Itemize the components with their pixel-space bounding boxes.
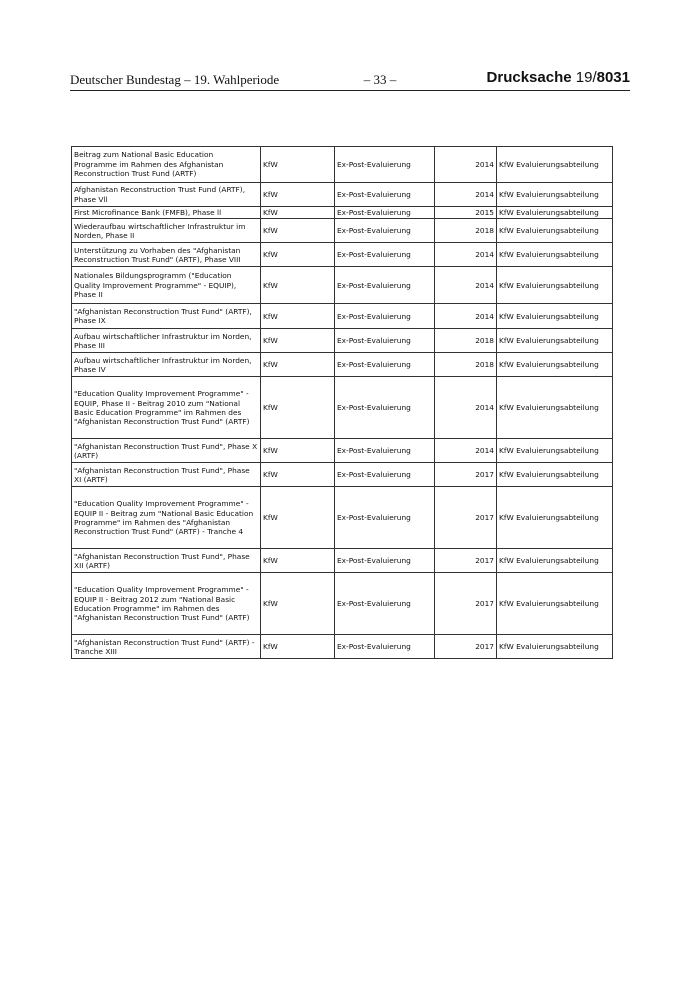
institution-cell: KfW bbox=[261, 183, 335, 207]
evaluator-cell: KfW Evaluierungsabteilung bbox=[497, 243, 613, 267]
table-row bbox=[72, 304, 613, 329]
evaluator-cell: KfW Evaluierungsabteilung bbox=[497, 439, 613, 463]
evaluator-cell: KfW Evaluierungsabteilung bbox=[497, 635, 613, 659]
evaluator-cell: KfW Evaluierungsabteilung bbox=[497, 267, 613, 304]
year-cell: 2017 bbox=[435, 573, 497, 635]
table-row bbox=[72, 353, 613, 377]
year-cell: 2018 bbox=[435, 219, 497, 243]
table-row bbox=[72, 635, 613, 659]
evaluator-cell: KfW Evaluierungsabteilung bbox=[497, 147, 613, 183]
evaluator-cell: KfW Evaluierungsabteilung bbox=[497, 549, 613, 573]
table-row bbox=[72, 147, 613, 183]
evaluation-type-cell: Ex-Post-Evaluierung bbox=[335, 463, 435, 487]
year-cell: 2014 bbox=[435, 147, 497, 183]
institution-cell: KfW bbox=[261, 439, 335, 463]
project-cell: "Afghanistan Reconstruction Trust Fund", Phase XII (ARTF) bbox=[72, 549, 261, 573]
evaluator-cell: KfW Evaluierungsabteilung bbox=[497, 573, 613, 635]
year-cell: 2014 bbox=[435, 183, 497, 207]
evaluator-cell: KfW Evaluierungsabteilung bbox=[497, 487, 613, 549]
institution-cell: KfW bbox=[261, 487, 335, 549]
evaluator-cell: KfW Evaluierungsabteilung bbox=[497, 207, 613, 219]
table-row bbox=[72, 439, 613, 463]
evaluation-type-cell: Ex-Post-Evaluierung bbox=[335, 635, 435, 659]
evaluation-type-cell: Ex-Post-Evaluierung bbox=[335, 267, 435, 304]
evaluation-type-cell: Ex-Post-Evaluierung bbox=[335, 219, 435, 243]
table-row bbox=[72, 549, 613, 573]
year-cell: 2017 bbox=[435, 549, 497, 573]
evaluation-type-cell: Ex-Post-Evaluierung bbox=[335, 573, 435, 635]
institution-cell: KfW bbox=[261, 573, 335, 635]
table-row bbox=[72, 487, 613, 549]
evaluation-type-cell: Ex-Post-Evaluierung bbox=[335, 304, 435, 329]
year-cell: 2018 bbox=[435, 329, 497, 353]
parliament-period-label: Deutscher Bundestag – 19. Wahlperiode bbox=[70, 72, 280, 87]
year-cell: 2014 bbox=[435, 439, 497, 463]
table-row bbox=[72, 243, 613, 267]
document-number-value: 8031 bbox=[596, 69, 630, 86]
evaluation-type-cell: Ex-Post-Evaluierung bbox=[335, 243, 435, 267]
table-row bbox=[72, 329, 613, 353]
evaluation-type-cell: Ex-Post-Evaluierung bbox=[335, 487, 435, 549]
document-number bbox=[487, 69, 630, 86]
evaluation-type-cell: Ex-Post-Evaluierung bbox=[335, 549, 435, 573]
project-cell: "Education Quality Improvement Programme" - EQUIP II - Beitrag zum "National Basic Education Programme" im Rahmen des "Afghanistan Reconstruction Trust Fund" (ARTF) - Tranche 4 bbox=[72, 487, 261, 549]
year-cell: 2015 bbox=[435, 207, 497, 219]
evaluator-cell: KfW Evaluierungsabteilung bbox=[497, 377, 613, 439]
table-row bbox=[72, 267, 613, 304]
project-cell: Aufbau wirtschaftlicher Infrastruktur im Norden, Phase III bbox=[72, 329, 261, 353]
institution-cell: KfW bbox=[261, 635, 335, 659]
institution-cell: KfW bbox=[261, 304, 335, 329]
table-row bbox=[72, 183, 613, 207]
project-cell: "Education Quality Improvement Programme" - EQUIP II - Beitrag 2012 zum "National Basic Education Programme" im Rahmen des "Afghanistan Reconstruction Trust Fund" (ARTF) bbox=[72, 573, 261, 635]
project-cell: "Education Quality Improvement Programme" - EQUIP, Phase II - Beitrag 2010 zum "National Basic Education Programme" im Rahmen des "Afghanistan Reconstruction Trust Fund" (ARTF) bbox=[72, 377, 261, 439]
evaluator-cell: KfW Evaluierungsabteilung bbox=[497, 304, 613, 329]
project-cell: Aufbau wirtschaftlicher Infrastruktur im Norden, Phase IV bbox=[72, 353, 261, 377]
evaluation-type-cell: Ex-Post-Evaluierung bbox=[335, 377, 435, 439]
year-cell: 2014 bbox=[435, 267, 497, 304]
evaluator-cell: KfW Evaluierungsabteilung bbox=[497, 329, 613, 353]
evaluation-type-cell: Ex-Post-Evaluierung bbox=[335, 183, 435, 207]
table-row bbox=[72, 573, 613, 635]
project-cell: First Microfinance Bank (FMFB), Phase ll bbox=[72, 207, 261, 219]
project-cell: "Afghanistan Reconstruction Trust Fund" (ARTF), Phase IX bbox=[72, 304, 261, 329]
table-row bbox=[72, 219, 613, 243]
year-cell: 2018 bbox=[435, 353, 497, 377]
project-cell: "Afghanistan Reconstruction Trust Fund", Phase XI (ARTF) bbox=[72, 463, 261, 487]
table-row bbox=[72, 207, 613, 219]
project-cell: "Afghanistan Reconstruction Trust Fund", Phase X (ARTF) bbox=[72, 439, 261, 463]
evaluation-type-cell: Ex-Post-Evaluierung bbox=[335, 353, 435, 377]
table-row bbox=[72, 377, 613, 439]
evaluation-type-cell: Ex-Post-Evaluierung bbox=[335, 147, 435, 183]
project-cell: Wiederaufbau wirtschaftlicher Infrastruktur im Norden, Phase II bbox=[72, 219, 261, 243]
document-number-session: 19/ bbox=[571, 69, 597, 86]
year-cell: 2014 bbox=[435, 304, 497, 329]
institution-cell: KfW bbox=[261, 267, 335, 304]
institution-cell: KfW bbox=[261, 329, 335, 353]
institution-cell: KfW bbox=[261, 377, 335, 439]
evaluation-type-cell: Ex-Post-Evaluierung bbox=[335, 329, 435, 353]
institution-cell: KfW bbox=[261, 243, 335, 267]
year-cell: 2014 bbox=[435, 377, 497, 439]
evaluator-cell: KfW Evaluierungsabteilung bbox=[497, 219, 613, 243]
project-cell: Beitrag zum National Basic Education Programme im Rahmen des Afghanistan Reconstruction Trust Fund (ARTF) bbox=[72, 147, 261, 183]
document-number-prefix: Drucksache bbox=[486, 69, 572, 86]
evaluator-cell: KfW Evaluierungsabteilung bbox=[497, 353, 613, 377]
year-cell: 2017 bbox=[435, 463, 497, 487]
page-header bbox=[70, 70, 630, 91]
evaluation-type-cell: Ex-Post-Evaluierung bbox=[335, 439, 435, 463]
project-cell: Afghanistan Reconstruction Trust Fund (ARTF), Phase Vll bbox=[72, 183, 261, 207]
year-cell: 2017 bbox=[435, 635, 497, 659]
project-cell: Nationales Bildungsprogramm ("Education Quality Improvement Programme" - EQUIP), Phase II bbox=[72, 267, 261, 304]
project-cell: "Afghanistan Reconstruction Trust Fund" (ARTF) - Tranche XIII bbox=[72, 635, 261, 659]
page-number: – 33 – bbox=[363, 72, 397, 87]
institution-cell: KfW bbox=[261, 463, 335, 487]
institution-cell: KfW bbox=[261, 147, 335, 183]
evaluation-type-cell: Ex-Post-Evaluierung bbox=[335, 207, 435, 219]
year-cell: 2017 bbox=[435, 487, 497, 549]
evaluator-cell: KfW Evaluierungsabteilung bbox=[497, 183, 613, 207]
table-row bbox=[72, 463, 613, 487]
institution-cell: KfW bbox=[261, 207, 335, 219]
institution-cell: KfW bbox=[261, 353, 335, 377]
institution-cell: KfW bbox=[261, 219, 335, 243]
evaluator-cell: KfW Evaluierungsabteilung bbox=[497, 463, 613, 487]
institution-cell: KfW bbox=[261, 549, 335, 573]
project-cell: Unterstützung zu Vorhaben des "Afghanistan Reconstruction Trust Fund" (ARTF), Phase VIII bbox=[72, 243, 261, 267]
year-cell: 2014 bbox=[435, 243, 497, 267]
evaluation-table bbox=[71, 146, 613, 659]
